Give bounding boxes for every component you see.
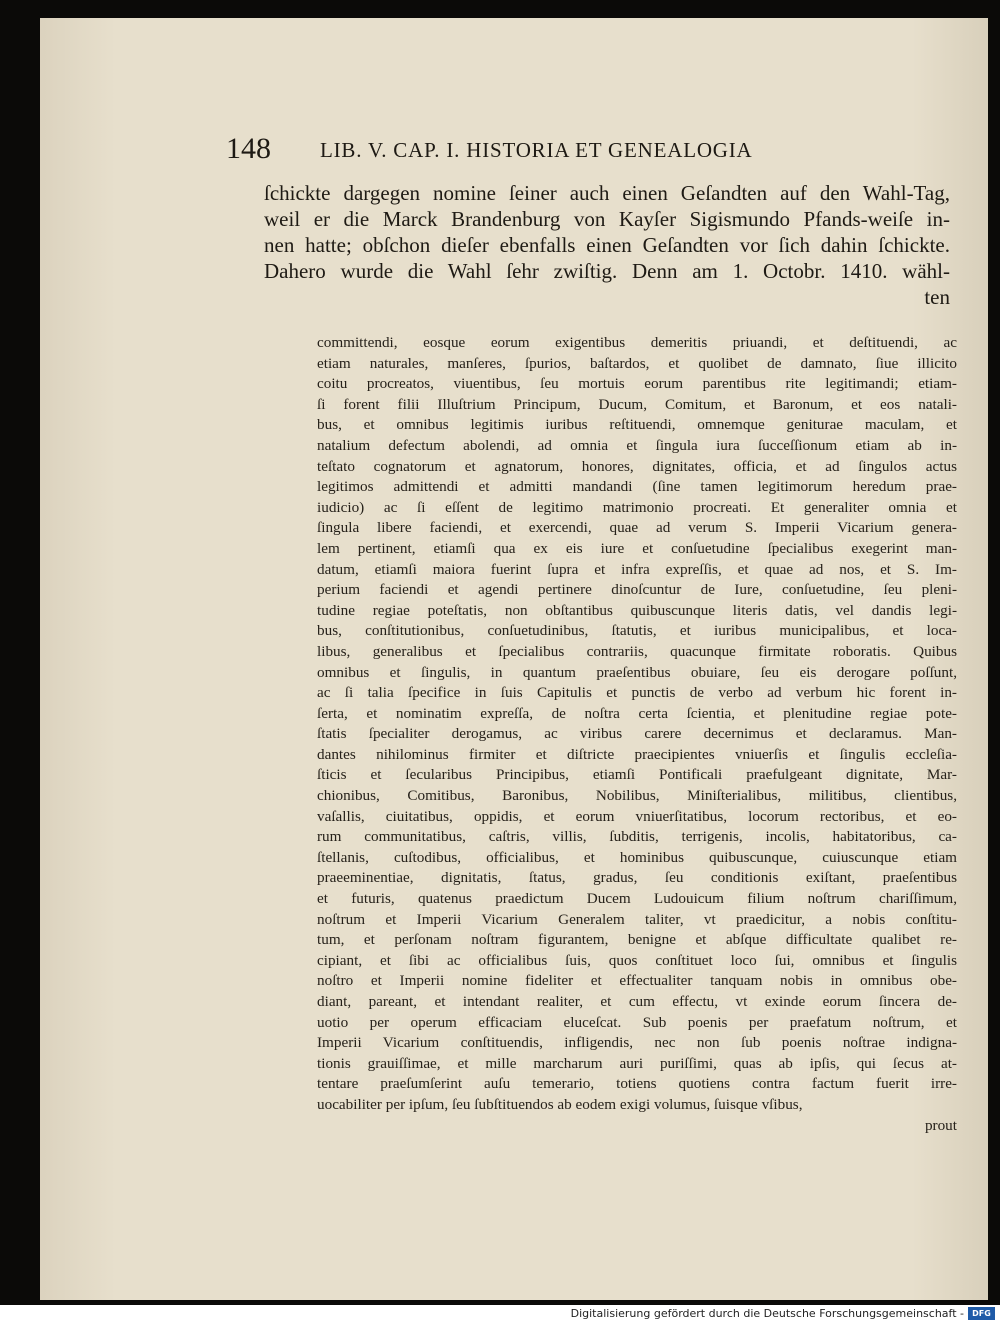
latin-line: tum, et perſonam noſtram figurantem, benigne et abſque difficultate qualibet re- (317, 931, 957, 949)
latin-line: tionis grauiſſimae, et mille marcharum auri puriſſimi, quas ab ipſis, qui ſecus at- (317, 1054, 957, 1072)
page-number: 148 (226, 132, 271, 165)
german-line: Dahero wurde die Wahl ſehr zwiſtig. Denn am 1. Octobr. 1410. wähl- (264, 259, 950, 283)
latin-line: etiam naturales, manſeres, ſpurios, baſtardos, et quolibet de damnato, ſiue illicito (317, 354, 957, 372)
latin-line: praeeminentiae, dignitatis, ſtatus, gradus, ſeu conditionis exiſtant, praeſentibus (317, 869, 957, 887)
latin-line: tentare praeſumſerint auſu temerario, totiens quotiens contra factum fuerit irre- (317, 1075, 957, 1093)
footer-bar (0, 1305, 1000, 1323)
page-header (226, 133, 814, 173)
latin-line: et futuris, quatenus praedictum Ducem Ludouicum filium noſtrum chariſſimum, (317, 890, 957, 908)
latin-text-block (317, 333, 957, 1136)
latin-line: lem pertinent, etiamſi qua ex eis iure et conſuetudine ſpecialibus exegerint man- (317, 539, 957, 557)
dfg-logo: DFG (968, 1307, 995, 1320)
german-catchword: ten (924, 285, 950, 309)
latin-line: tudine regiae poteſtatis, non obſtantibus quibuscunque literis datis, vel dandis legi- (317, 601, 957, 619)
latin-line: ac ſi talia ſpecifice in ſuis Capitulis et punctis de verbo ad verbum hic forent in- (317, 684, 957, 702)
latin-line: ſerta, et nominatim expreſſa, de noſtra certa ſcientia, et plenitudine regiae pote- (317, 704, 957, 722)
latin-line: coitu procreatos, viuentibus, ſeu mortuis eorum parentibus rite legitimandi; etiam- (317, 375, 957, 393)
latin-line: diant, pareant, et intendant realiter, et cum effectu, vt exinde eorum ſincera de- (317, 993, 957, 1010)
latin-line: noſtro et Imperii nomine fideliter et effectualiter tanquam nobis in omnibus obe- (317, 972, 957, 990)
latin-line: ſingula libere faciendi, et exercendi, quae ad verum S. Imperii Vicarium genera- (317, 519, 957, 537)
latin-line: uocabiliter per ipſum, ſeu ſubſtituendos ab eodem exigi volumus, ſuisque vſibus, (317, 1095, 803, 1113)
latin-line: omnibus et ſingulis, in quantum praeſentibus obuiare, ſeu eis derogare poſſunt, (317, 663, 957, 681)
latin-line: vaſallis, ciuitatibus, oppidis, et eorum vniuerſitatibus, locorum rectoribus, et eo- (317, 807, 957, 825)
latin-line: teſtato cognatorum et agnatorum, honores, dignitates, officia, et ad ſingulos actus (317, 457, 957, 475)
latin-line: bus, conſtitutionibus, conſuetudinibus, ſtatutis, et iuribus municipalibus, et loca- (317, 622, 957, 640)
latin-line: noſtrum et Imperii Vicarium Generalem taliter, vt praedicitur, a nobis conſtitu- (317, 910, 957, 928)
latin-line: cipiant, et ſibi ac officialibus ſuis, quos conſtituet loco ſui, omnibus et ſingulis (317, 951, 957, 969)
book-page (40, 18, 988, 1300)
latin-line: ſtellanis, cuſtodibus, officialibus, et hominibus quibuscunque, cuiuscunque etiam (317, 848, 957, 866)
german-line: ſchickte dargegen nomine ſeiner auch einen Geſandten auf den Wahl-Tag, (264, 181, 950, 205)
latin-line: Imperii Vicarium conſtituendis, infligendis, nec non ſub poenis noſtrae indigna- (317, 1034, 957, 1052)
latin-line: rum communitatibus, caſtris, villis, ſubditis, terrigenis, incolis, habitatoribus, ca- (317, 828, 957, 846)
latin-line: chionibus, Comitibus, Baronibus, Nobilibus, Miniſterialibus, militibus, clientibus, (317, 787, 957, 805)
latin-line: datum, etiamſi maiora fuerint ſupra et infra expreſſis, et quae ad nos, et S. Im- (317, 560, 957, 578)
german-text-block (264, 180, 950, 310)
funding-notice: Digitalisierung gefördert durch die Deutsche Forschungsgemeinschaft - (570, 1307, 964, 1320)
german-line: nen hatte; obſchon dieſer ebenfalls einen Geſandten vor ſich dahin ſchickte. (264, 233, 950, 257)
german-line: weil er die Marck Brandenburg von Kayſer Sigismundo Pfands-weiſe in- (264, 207, 950, 231)
latin-line: uotio per operum efficaciam eluceſcat. Sub poenis per praefatum noſtrum, et (317, 1013, 957, 1031)
latin-line: natalium defectum abolendi, ad omnia et ſingula iura ſucceſſionum etiam ab in- (317, 436, 957, 454)
latin-line: dantes nihilominus firmiter et diſtricte praecipientes vniuerſis et ſingulis eccleſia- (317, 745, 957, 763)
latin-catchword: prout (924, 1116, 957, 1134)
latin-line: libus, generalibus et ſpecialibus contrariis, quacunque firmitate roboratis. Quibus (317, 642, 957, 660)
latin-line: bus, et omnibus legitimis iuribus reſtituendi, omnemque geniturae maculam, et (317, 416, 957, 434)
latin-line: perium faciendi et agendi pertinere dinoſcuntur de Iure, conſuetudine, ſeu pleni- (317, 581, 957, 599)
latin-line: committendi, eosque eorum exigentibus demeritis priuandi, et deſtituendi, ac (317, 334, 957, 351)
latin-line: ſi forent filii Illuſtrium Principum, Ducum, Comitum, et Baronum, et eos natali- (317, 395, 957, 413)
latin-line: iudicio) ac ſi eſſent de legitimo matrimonio procreati. Et generaliter omnia et (317, 498, 957, 516)
latin-line: legitimos admittendi et admitti mandandi (ſine tamen legitimorum heredum prae- (317, 478, 957, 496)
latin-line: ſtatis ſpecialiter derogamus, ac viribus carere decernimus et declaramus. Man- (317, 725, 957, 743)
running-head: LIB. V. CAP. I. HISTORIA ET GENEALOGIA (320, 138, 753, 162)
latin-line: ſticis et ſecularibus Principibus, etiamſi Pontificali praefulgeant dignitate, Mar- (317, 766, 957, 784)
